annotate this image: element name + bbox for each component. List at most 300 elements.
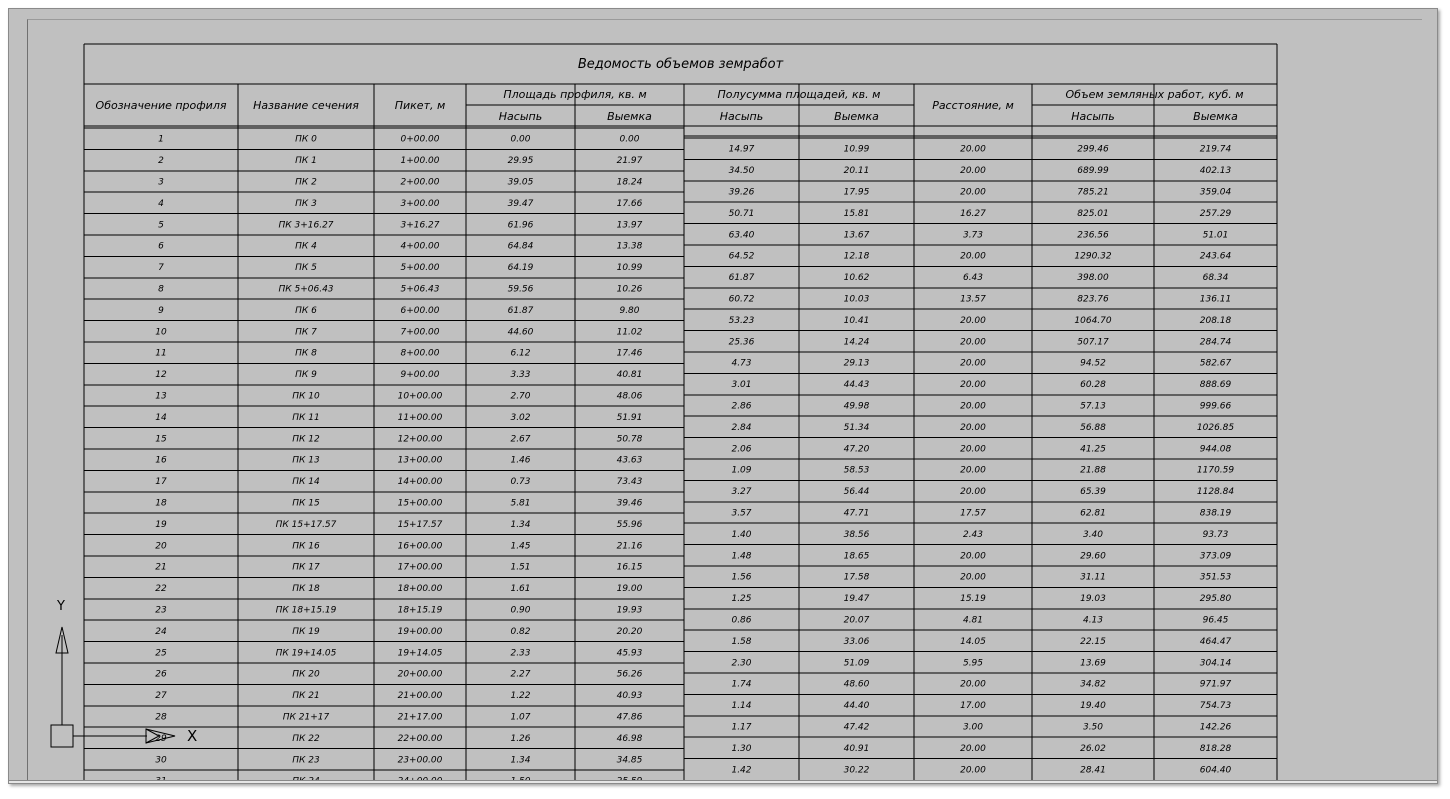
left-cell: 1.46 bbox=[510, 455, 531, 466]
right-cell: 1290.32 bbox=[1074, 251, 1112, 262]
right-cell: 1.30 bbox=[731, 743, 752, 754]
right-cell: 20.00 bbox=[960, 315, 986, 326]
right-cell: 464.47 bbox=[1199, 636, 1232, 647]
right-cell: 17.00 bbox=[960, 701, 986, 712]
left-cell: 2.67 bbox=[510, 434, 531, 445]
left-cell: 15+17.57 bbox=[397, 519, 443, 530]
left-cell: 2 bbox=[158, 156, 164, 167]
left-cell: 21 bbox=[155, 562, 167, 573]
right-cell: 20.00 bbox=[960, 380, 986, 391]
right-cell: 14.05 bbox=[960, 636, 986, 647]
right-cell: 373.09 bbox=[1199, 551, 1232, 562]
left-cell: 0.73 bbox=[510, 477, 531, 488]
left-cell: ПК 14 bbox=[292, 477, 320, 488]
right-cell: 604.40 bbox=[1199, 765, 1232, 776]
earthworks-table bbox=[9, 9, 1437, 783]
left-cell: 5+00.00 bbox=[400, 263, 440, 274]
left-cell: 3 bbox=[158, 177, 164, 188]
left-cell: ПК 21 bbox=[292, 691, 320, 702]
right-cell: 53.23 bbox=[728, 315, 755, 326]
right-cell: 2.06 bbox=[731, 444, 752, 455]
right-cell: 17.57 bbox=[960, 508, 986, 519]
right-cell: 62.81 bbox=[1080, 508, 1106, 519]
right-cell: 10.41 bbox=[843, 315, 870, 326]
right-cell: 17.95 bbox=[843, 187, 870, 198]
right-cell: 6.43 bbox=[962, 273, 984, 284]
right-cell: 29.13 bbox=[843, 358, 870, 369]
left-cell: ПК 3+16.27 bbox=[278, 220, 334, 231]
right-cell: 29.60 bbox=[1080, 551, 1106, 562]
right-cell: 136.11 bbox=[1199, 294, 1232, 305]
right-cell: 26.02 bbox=[1080, 743, 1106, 754]
left-cell: 2+00.00 bbox=[400, 177, 440, 188]
right-cell: 13.57 bbox=[960, 294, 986, 305]
right-cell: 10.99 bbox=[843, 144, 870, 155]
right-cell: 888.69 bbox=[1199, 380, 1232, 391]
right-cell: 18.65 bbox=[843, 551, 870, 562]
left-cell: ПК 7 bbox=[295, 327, 317, 338]
left-cell: 1.61 bbox=[510, 584, 531, 595]
right-cell: 47.20 bbox=[843, 444, 870, 455]
left-cell: ПК 11 bbox=[292, 412, 320, 423]
right-cell: 295.80 bbox=[1199, 594, 1232, 605]
left-cell: 1.34 bbox=[510, 519, 531, 530]
header-distance: Расстояние, м bbox=[932, 99, 1014, 112]
right-cell: 20.00 bbox=[960, 187, 986, 198]
left-cell: 17.46 bbox=[616, 348, 643, 359]
right-cell: 51.01 bbox=[1202, 230, 1229, 241]
left-cell: 44.60 bbox=[507, 327, 534, 338]
left-cell: 0.00 bbox=[619, 134, 640, 145]
right-cell: 3.73 bbox=[962, 230, 984, 241]
right-cell: 20.11 bbox=[843, 166, 870, 177]
right-cell: 22.15 bbox=[1080, 636, 1106, 647]
left-cell: 16+00.00 bbox=[397, 541, 443, 552]
right-cell: 61.87 bbox=[728, 273, 755, 284]
left-cell: 19.00 bbox=[616, 584, 643, 595]
right-cell: 754.73 bbox=[1199, 701, 1232, 712]
right-cell: 838.19 bbox=[1199, 508, 1232, 519]
right-cell: 20.00 bbox=[960, 337, 986, 348]
left-cell: ПК 3 bbox=[295, 198, 317, 209]
right-cell: 30.22 bbox=[843, 765, 870, 776]
left-cell: ПК 5+06.43 bbox=[278, 284, 334, 295]
right-cell: 58.53 bbox=[843, 465, 870, 476]
right-cell: 944.08 bbox=[1199, 444, 1232, 455]
right-cell: 31.11 bbox=[1080, 572, 1106, 583]
left-cell: ПК 12 bbox=[292, 434, 320, 445]
table-title: Ведомость объемов земработ bbox=[577, 57, 784, 72]
left-cell: 12 bbox=[155, 370, 167, 381]
left-cell: 13.38 bbox=[616, 241, 643, 252]
left-cell: 3.33 bbox=[510, 370, 531, 381]
left-cell: 4 bbox=[158, 198, 164, 209]
right-cell: 20.00 bbox=[960, 166, 986, 177]
right-cell: 93.73 bbox=[1202, 529, 1229, 540]
left-cell: 39.47 bbox=[507, 198, 534, 209]
left-cell: 3.02 bbox=[510, 412, 531, 423]
left-cell: 14 bbox=[155, 412, 167, 423]
right-cell: 3.27 bbox=[731, 487, 752, 498]
left-cell: 28 bbox=[155, 712, 167, 723]
left-cell: 21+17.00 bbox=[397, 712, 443, 723]
left-cell: 1 bbox=[158, 134, 164, 145]
right-cell: 1.48 bbox=[731, 551, 752, 562]
right-cell: 44.43 bbox=[843, 380, 870, 391]
right-cell: 33.06 bbox=[843, 636, 870, 647]
left-cell: ПК 13 bbox=[292, 455, 320, 466]
left-cell: ПК 19+14.05 bbox=[275, 648, 337, 659]
left-cell: ПК 20 bbox=[292, 669, 320, 680]
left-cell: 51.91 bbox=[616, 412, 643, 423]
left-cell: ПК 16 bbox=[292, 541, 320, 552]
left-cell: 0+00.00 bbox=[400, 134, 440, 145]
right-cell: 359.04 bbox=[1199, 187, 1232, 198]
drawing-scrollbar[interactable] bbox=[9, 780, 1437, 784]
left-cell: 21+00.00 bbox=[397, 691, 443, 702]
left-cell: 3+16.27 bbox=[400, 220, 440, 231]
left-cell: 6 bbox=[158, 241, 164, 252]
left-cell: 18 bbox=[155, 498, 167, 509]
right-cell: 4.13 bbox=[1082, 615, 1104, 626]
right-cell: 20.00 bbox=[960, 765, 986, 776]
left-cell: 2.33 bbox=[510, 648, 531, 659]
left-cell: 18+15.19 bbox=[397, 605, 443, 616]
right-cell: 64.52 bbox=[728, 251, 755, 262]
left-cell: 17.66 bbox=[616, 198, 643, 209]
header-area-cut: Выемка bbox=[607, 110, 652, 123]
right-cell: 208.18 bbox=[1199, 315, 1232, 326]
right-cell: 40.91 bbox=[843, 743, 870, 754]
left-cell: ПК 9 bbox=[295, 370, 317, 381]
left-cell: 11 bbox=[155, 348, 167, 359]
left-cell: 23+00.00 bbox=[397, 755, 443, 766]
left-cell: 19+14.05 bbox=[397, 648, 443, 659]
header-profile: Обозначение профиля bbox=[95, 99, 227, 112]
right-cell: 96.45 bbox=[1202, 615, 1229, 626]
right-cell: 68.34 bbox=[1202, 273, 1229, 284]
right-cell: 1.14 bbox=[731, 701, 752, 712]
left-cell: 6.12 bbox=[510, 348, 531, 359]
right-cell: 257.29 bbox=[1199, 208, 1232, 219]
left-cell: ПК 23 bbox=[292, 755, 320, 766]
header-halfsum-fill: Насыпь bbox=[719, 110, 764, 123]
right-cell: 236.56 bbox=[1077, 230, 1109, 241]
right-cell: 15.81 bbox=[843, 208, 870, 219]
left-cell: 34.85 bbox=[616, 755, 643, 766]
left-cell: 26 bbox=[155, 669, 167, 680]
left-cell: 0.82 bbox=[510, 626, 531, 637]
right-cell: 2.30 bbox=[731, 658, 752, 669]
left-cell: 3+00.00 bbox=[400, 198, 440, 209]
right-cell: 1.42 bbox=[731, 765, 752, 776]
right-cell: 51.09 bbox=[843, 658, 870, 669]
left-cell: 0.90 bbox=[510, 605, 531, 616]
right-cell: 1128.84 bbox=[1196, 487, 1235, 498]
table-body-left bbox=[155, 135, 642, 783]
left-cell: 10+00.00 bbox=[397, 391, 443, 402]
left-cell: 29 bbox=[155, 733, 167, 744]
left-cell: ПК 17 bbox=[292, 562, 320, 573]
left-cell: 1.51 bbox=[510, 562, 531, 573]
right-cell: 4.81 bbox=[962, 615, 984, 626]
right-cell: 4.73 bbox=[731, 358, 752, 369]
header-halfsum-group: Полусумма площадей, кв. м bbox=[717, 88, 881, 101]
left-cell: 45.93 bbox=[616, 648, 643, 659]
left-cell: 29.95 bbox=[507, 156, 534, 167]
right-cell: 1.74 bbox=[731, 679, 752, 690]
right-cell: 3.40 bbox=[1082, 529, 1104, 540]
right-cell: 38.56 bbox=[843, 529, 870, 540]
left-cell: 1.07 bbox=[510, 712, 531, 723]
left-cell: 5 bbox=[158, 220, 164, 231]
right-cell: 47.71 bbox=[843, 508, 870, 519]
left-cell: 40.81 bbox=[616, 370, 643, 381]
right-cell: 2.43 bbox=[962, 529, 984, 540]
right-cell: 34.82 bbox=[1080, 679, 1106, 690]
left-cell: 22 bbox=[155, 584, 167, 595]
left-cell: ПК 4 bbox=[295, 241, 317, 252]
left-cell: 50.78 bbox=[616, 434, 643, 445]
left-cell: ПК 2 bbox=[295, 177, 317, 188]
right-cell: 3.01 bbox=[731, 380, 752, 391]
left-cell: ПК 18+15.19 bbox=[275, 605, 337, 616]
left-cell: 15 bbox=[155, 434, 167, 445]
right-cell: 20.00 bbox=[960, 358, 986, 369]
drawing-canvas[interactable] bbox=[8, 8, 1438, 784]
left-cell: 39.46 bbox=[616, 498, 643, 509]
left-cell: 39.05 bbox=[507, 177, 534, 188]
left-cell: 21.97 bbox=[616, 156, 643, 167]
right-cell: 818.28 bbox=[1199, 743, 1232, 754]
right-cell: 20.00 bbox=[960, 444, 986, 455]
left-cell: 9+00.00 bbox=[400, 370, 440, 381]
right-cell: 19.03 bbox=[1080, 594, 1106, 605]
right-cell: 1.58 bbox=[731, 636, 752, 647]
left-cell: 30 bbox=[155, 755, 167, 766]
left-cell: 16 bbox=[155, 455, 167, 466]
right-cell: 94.52 bbox=[1080, 358, 1106, 369]
right-cell: 34.50 bbox=[728, 166, 755, 177]
left-cell: 0.00 bbox=[510, 134, 531, 145]
right-cell: 10.62 bbox=[843, 273, 870, 284]
left-cell: 48.06 bbox=[616, 391, 643, 402]
left-cell: 64.19 bbox=[507, 263, 534, 274]
left-cell: 17 bbox=[155, 477, 167, 488]
right-cell: 1.56 bbox=[731, 572, 752, 583]
right-cell: 971.97 bbox=[1199, 679, 1232, 690]
right-cell: 10.03 bbox=[843, 294, 870, 305]
header-halfsum-cut: Выемка bbox=[834, 110, 879, 123]
right-cell: 19.40 bbox=[1080, 701, 1106, 712]
left-cell: 5.81 bbox=[510, 498, 531, 509]
left-cell: 8+00.00 bbox=[400, 348, 440, 359]
left-cell: 10.26 bbox=[616, 284, 643, 295]
left-cell: 73.43 bbox=[616, 477, 643, 488]
left-cell: 20 bbox=[155, 541, 167, 552]
right-cell: 20.00 bbox=[960, 144, 986, 155]
left-cell: ПК 10 bbox=[292, 391, 320, 402]
left-cell: 7+00.00 bbox=[400, 327, 440, 338]
header-area-fill: Насыпь bbox=[498, 110, 543, 123]
left-cell: 2.27 bbox=[510, 669, 531, 680]
left-cell: ПК 22 bbox=[292, 733, 320, 744]
left-cell: ПК 1 bbox=[295, 156, 317, 167]
left-cell: 24 bbox=[155, 626, 167, 637]
left-cell: 11+00.00 bbox=[397, 412, 443, 423]
right-cell: 50.71 bbox=[728, 208, 755, 219]
left-cell: 1.45 bbox=[510, 541, 531, 552]
right-cell: 49.98 bbox=[843, 401, 870, 412]
left-cell: 10.99 bbox=[616, 263, 643, 274]
right-cell: 1.25 bbox=[731, 594, 752, 605]
right-cell: 12.18 bbox=[843, 251, 870, 262]
left-cell: ПК 15 bbox=[292, 498, 320, 509]
right-cell: 39.26 bbox=[728, 187, 755, 198]
left-cell: 17+00.00 bbox=[397, 562, 443, 573]
right-cell: 5.95 bbox=[962, 658, 984, 669]
left-cell: 1.26 bbox=[510, 733, 531, 744]
left-cell: 7 bbox=[158, 263, 164, 274]
right-cell: 0.86 bbox=[731, 615, 752, 626]
right-cell: 825.01 bbox=[1077, 208, 1109, 219]
right-cell: 57.13 bbox=[1080, 401, 1106, 412]
right-cell: 56.44 bbox=[843, 487, 870, 498]
left-cell: 27 bbox=[155, 691, 167, 702]
table-grid bbox=[84, 44, 1277, 783]
right-cell: 65.39 bbox=[1080, 487, 1106, 498]
header-volume-fill: Насыпь bbox=[1071, 110, 1115, 123]
left-cell: 13 bbox=[155, 391, 167, 402]
left-cell: 11.02 bbox=[616, 327, 643, 338]
left-cell: 5+06.43 bbox=[400, 284, 440, 295]
left-cell: 13+00.00 bbox=[397, 455, 443, 466]
right-cell: 1.17 bbox=[731, 722, 752, 733]
left-cell: 1.34 bbox=[510, 755, 531, 766]
right-cell: 13.67 bbox=[843, 230, 870, 241]
right-cell: 299.46 bbox=[1077, 144, 1109, 155]
left-cell: 10 bbox=[155, 327, 167, 338]
right-cell: 304.14 bbox=[1199, 658, 1232, 669]
left-cell: 21.16 bbox=[616, 541, 643, 552]
left-cell: 9.80 bbox=[619, 305, 640, 316]
header-area-group: Площадь профиля, кв. м bbox=[503, 88, 647, 101]
right-cell: 2.84 bbox=[731, 422, 752, 433]
left-cell: 1.22 bbox=[510, 691, 531, 702]
right-cell: 17.58 bbox=[843, 572, 870, 583]
left-cell: ПК 8 bbox=[295, 348, 317, 359]
right-cell: 689.99 bbox=[1077, 166, 1109, 177]
right-cell: 1170.59 bbox=[1196, 465, 1235, 476]
right-cell: 1026.85 bbox=[1196, 422, 1235, 433]
right-cell: 56.88 bbox=[1080, 422, 1106, 433]
right-cell: 142.26 bbox=[1199, 722, 1232, 733]
right-cell: 3.57 bbox=[731, 508, 752, 519]
right-cell: 25.36 bbox=[728, 337, 755, 348]
right-cell: 44.40 bbox=[843, 701, 870, 712]
right-cell: 3.50 bbox=[1082, 722, 1104, 733]
left-cell: 64.84 bbox=[507, 241, 534, 252]
right-cell: 398.00 bbox=[1077, 273, 1109, 284]
right-cell: 999.66 bbox=[1199, 401, 1232, 412]
left-cell: 16.15 bbox=[616, 562, 643, 573]
right-cell: 1.40 bbox=[731, 529, 752, 540]
left-cell: 13.97 bbox=[616, 220, 643, 231]
left-cell: 19+00.00 bbox=[397, 626, 443, 637]
right-cell: 41.25 bbox=[1080, 444, 1106, 455]
left-cell: ПК 6 bbox=[295, 305, 317, 316]
right-cell: 2.86 bbox=[731, 401, 752, 412]
left-cell: ПК 19 bbox=[292, 626, 320, 637]
left-cell: 61.87 bbox=[507, 305, 534, 316]
ucs-axis-icon bbox=[51, 599, 197, 747]
right-cell: 20.00 bbox=[960, 251, 986, 262]
right-cell: 20.00 bbox=[960, 487, 986, 498]
right-cell: 243.64 bbox=[1199, 251, 1232, 262]
right-cell: 21.88 bbox=[1080, 465, 1106, 476]
left-cell: 19 bbox=[155, 519, 167, 530]
right-cell: 28.41 bbox=[1080, 765, 1106, 776]
left-cell: 40.93 bbox=[616, 691, 643, 702]
right-cell: 582.67 bbox=[1199, 358, 1232, 369]
right-cell: 14.97 bbox=[728, 144, 755, 155]
right-cell: 63.40 bbox=[728, 230, 755, 241]
right-cell: 47.42 bbox=[843, 722, 870, 733]
left-cell: 9 bbox=[158, 305, 164, 316]
right-cell: 20.00 bbox=[960, 422, 986, 433]
left-cell: 61.96 bbox=[507, 220, 534, 231]
table-body-right bbox=[729, 145, 1235, 776]
right-cell: 19.47 bbox=[843, 594, 870, 605]
left-cell: 43.63 bbox=[616, 455, 643, 466]
left-cell: 20+00.00 bbox=[397, 669, 443, 680]
header-volume-group: Объем земляных работ, куб. м bbox=[1065, 88, 1244, 101]
left-cell: ПК 21+17 bbox=[282, 712, 330, 723]
right-cell: 20.00 bbox=[960, 679, 986, 690]
left-cell: 4+00.00 bbox=[400, 241, 440, 252]
right-cell: 20.00 bbox=[960, 551, 986, 562]
right-cell: 20.00 bbox=[960, 401, 986, 412]
header-volume-cut: Выемка bbox=[1193, 110, 1238, 123]
left-cell: 8 bbox=[158, 284, 164, 295]
left-cell: 47.86 bbox=[616, 712, 643, 723]
right-cell: 13.69 bbox=[1080, 658, 1106, 669]
left-cell: ПК 0 bbox=[295, 134, 317, 145]
left-cell: 25 bbox=[155, 648, 167, 659]
left-cell: 18+00.00 bbox=[397, 584, 443, 595]
right-cell: 284.74 bbox=[1199, 337, 1232, 348]
right-cell: 507.17 bbox=[1077, 337, 1109, 348]
left-cell: 15+00.00 bbox=[397, 498, 443, 509]
right-cell: 48.60 bbox=[843, 679, 870, 690]
header-section: Название сечения bbox=[253, 99, 359, 112]
left-cell: 59.56 bbox=[507, 284, 534, 295]
right-cell: 1064.70 bbox=[1074, 315, 1112, 326]
left-cell: 12+00.00 bbox=[397, 434, 443, 445]
table-header bbox=[96, 57, 1244, 123]
left-cell: 56.26 bbox=[616, 669, 643, 680]
ucs-x-label: X bbox=[187, 727, 198, 745]
left-cell: 6+00.00 bbox=[400, 305, 440, 316]
right-cell: 219.74 bbox=[1199, 144, 1232, 155]
left-cell: 23 bbox=[155, 605, 167, 616]
right-cell: 823.76 bbox=[1077, 294, 1109, 305]
right-cell: 402.13 bbox=[1199, 166, 1232, 177]
left-cell: ПК 15+17.57 bbox=[275, 519, 337, 530]
left-cell: 14+00.00 bbox=[397, 477, 443, 488]
right-cell: 20.00 bbox=[960, 465, 986, 476]
left-cell: 19.93 bbox=[616, 605, 643, 616]
